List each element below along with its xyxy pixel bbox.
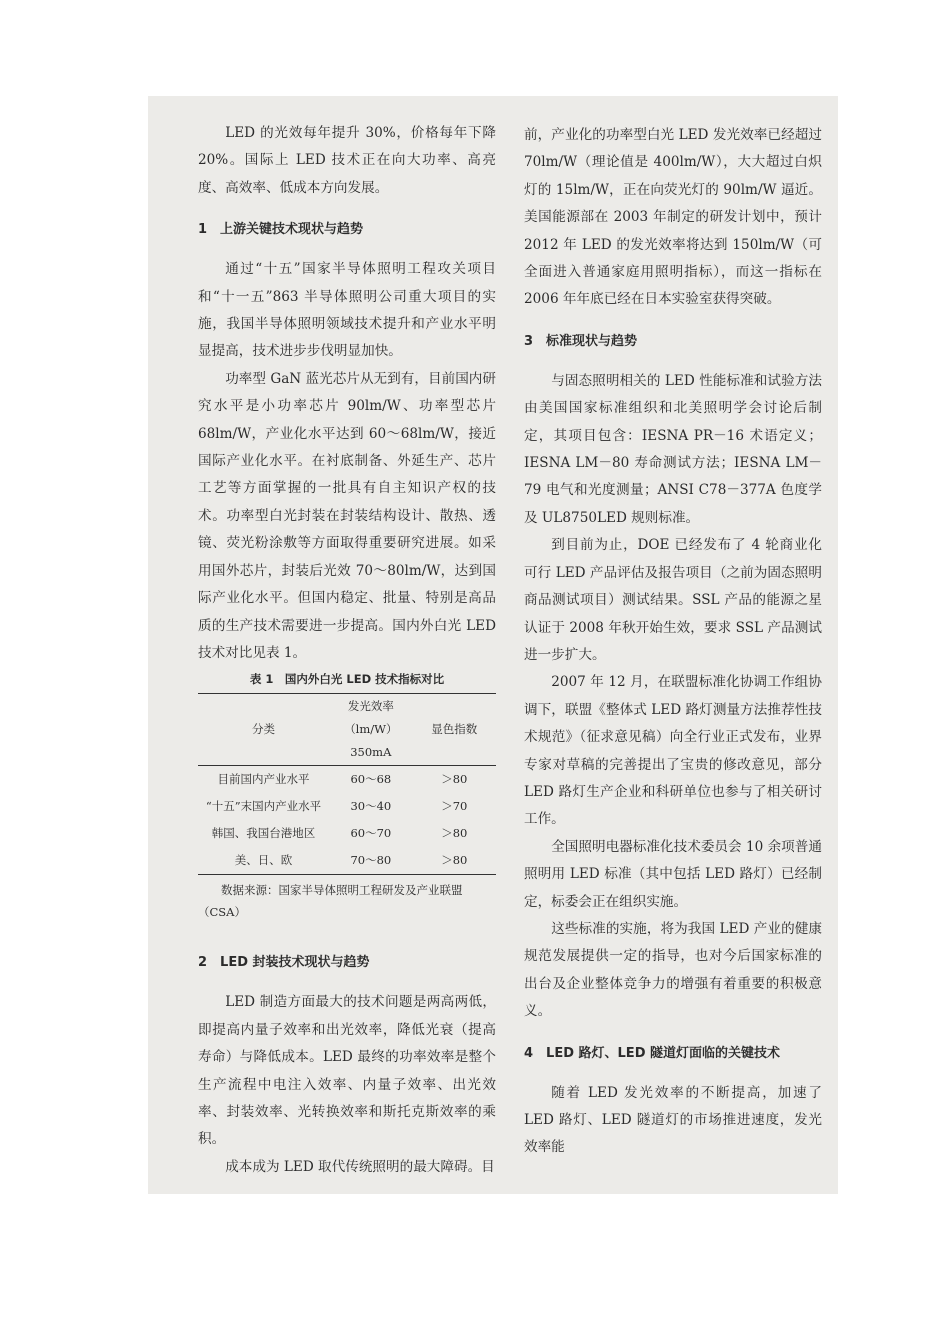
section-1-paragraph: 通过“十五”国家半导体照明工程攻关项目和“十一五”863 半导体照明公司重大项目的实施，我国半导体照明领域技术提升和产业水平明显提高，技术进步步伐明显加快。 (198, 261, 496, 360)
table-1-caption: 表 1 国内外白光 LED 技术指标对比 (249, 672, 445, 687)
section-3-paragraph: 这些标准的实施，将为我国 LED 产业的健康规范发展提供一定的指导，也对今后国家标准的出台及企业整体竞争力的增强有着重要的积极意义。 (524, 920, 822, 1020)
row-category: 美、日、欧 (234, 853, 293, 868)
row-cri: ＞80 (441, 826, 468, 841)
table-row (198, 766, 496, 794)
row-efficacy: 30～40 (350, 799, 392, 814)
section-1-paragraph: 功率型 GaN 蓝光芯片从无到有，目前国内研究水平是小功率芯片 90lm/W、功率型芯片 68lm/W，产业化水平达到 60～68lm/W，接近国际产业化水平。在衬底制备、外延生产、芯片工艺等方面掌握的一批具有自主知识产权的技术。功率型白光封装在封装结构设计、散热、透镜、荧光粉涂敷等方面取得重要研究进展。如采用国外芯片，封装后光效 70～80lm/W，达到国际产业化水平。但国内稳定、批量、特别是高品质的生产技术需要进一步提高。国内外白光 LED 技术对比见表 1。 (198, 370, 496, 661)
table-header-row (198, 694, 496, 766)
table-row (198, 793, 496, 820)
section-2-paragraph: 成本成为 LED 取代传统照明的最大障碍。目 (225, 1158, 495, 1175)
row-cri: ＞80 (441, 853, 468, 868)
right-column (524, 122, 822, 1162)
header-efficacy (329, 694, 412, 766)
header-efficacy-line: 发光效率 (347, 699, 394, 714)
section-2-heading: 2 LED 封装技术现状与趋势 (198, 955, 370, 971)
row-category: 韩国、我国台港地区 (211, 826, 316, 841)
section-4-paragraph: 随着 LED 发光效率的不断提高，加速了 LED 路灯、LED 隧道灯的市场推进速度，发光效率能 (524, 1084, 822, 1156)
section-3-paragraph: 到目前为止，DOE 已经发布了 4 轮商业化可行 LED 产品评估及报告项目（之前为固态照明商品测试项目）测试结果。SSL 产品的能源之星认证于 2008 年秋开始生效，要求 SSL 产品测试进一步扩大。 (524, 537, 822, 663)
section-3-heading: 3 标准现状与趋势 (524, 333, 638, 349)
intro-paragraph: LED 的光效每年提升 30%，价格每年下降 20%。国际上 LED 技术正在向大功率、高亮度、高效率、低成本方向发展。 (198, 125, 496, 196)
row-efficacy: 60～70 (350, 826, 392, 841)
row-cri: ＞80 (441, 772, 468, 787)
row-efficacy: 70～80 (350, 853, 392, 868)
table-source-note: 数据来源：国家半导体照明工程研发及产业联盟（CSA） (198, 883, 463, 920)
row-category: 目前国内产业水平 (217, 772, 310, 787)
section-3-paragraph: 全国照明电器标准化技术委员会 10 余项普通照明用 LED 标准（其中包括 LED 路灯）已经制定，标委会正在组织实施。 (524, 838, 822, 910)
section-2-paragraph: LED 制造方面最大的技术问题是两高两低，即提高内量子效率和出光效率，降低光衰（提高寿命）与降低成本。LED 最终的功率效率是整个生产流程中电注入效率、内量子效率、出光效率、封装效率、光转换效率和斯托克斯效率的乘积。 (198, 994, 496, 1148)
header-efficacy-line: （lm/W） (344, 722, 398, 737)
section-4-heading: 4 LED 路灯、LED 隧道灯面临的关键技术 (524, 1045, 781, 1061)
table-1 (198, 693, 496, 875)
section-3-paragraph: 与固态照明相关的 LED 性能标准和试验方法由美国国家标准组织和北美照明学会讨论后制定，其项目包含：IESNA PR－16 术语定义；IESNA LM－80 寿命测试方法；IESNA LM－79 电气和光度测量；ANSI C78－377A 色度学及 UL8750LED 规则标准。 (524, 372, 822, 526)
table-row (198, 847, 496, 875)
continuation-paragraph: 前，产业化的功率型白光 LED 发光效率已经超过 70lm/W（理论值是 400lm/W），大大超过白炽灯的 15lm/W，正在向荧光灯的 90lm/W 逼近。美国能源部在 2003 年制定的研发计划中，预计 2012 年 LED 的发光效率将达到 150lm/W（可全面进入普通家庭用照明指标），而这一指标在 2006 年年底已经在日本实验室获得突破。 (524, 127, 822, 308)
row-category: “十五”末国内产业水平 (205, 799, 322, 814)
header-category: 分类 (252, 722, 276, 737)
header-cri: 显色指数 (431, 722, 478, 737)
header-efficacy-line: 350mA (350, 745, 392, 760)
row-cri: ＞70 (441, 799, 468, 814)
row-efficacy: 60～68 (350, 772, 392, 787)
table-row (198, 820, 496, 847)
section-1-heading: 1 上游关键技术现状与趋势 (198, 222, 364, 238)
section-3-paragraph: 2007 年 12 月，在联盟标准化协调工作组协调下，联盟《整体式 LED 路灯测量方法推荐性技术规范》（征求意见稿）向全行业正式发布，业界专家对草稿的完善提出了宝贵的修改意见，部分 LED 路灯生产企业和科研单位也参与了相关研讨工作。 (524, 674, 822, 828)
left-column (198, 120, 496, 1181)
